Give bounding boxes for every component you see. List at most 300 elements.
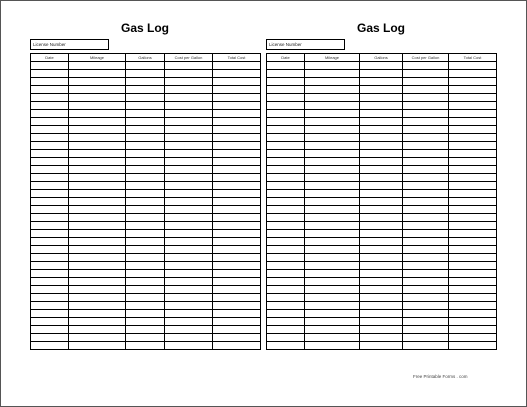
table-cell[interactable] (305, 134, 360, 142)
table-cell[interactable] (126, 286, 165, 294)
table-cell[interactable] (165, 334, 213, 342)
table-cell[interactable] (165, 190, 213, 198)
table-cell[interactable] (403, 262, 449, 270)
table-cell[interactable] (403, 110, 449, 118)
table-cell[interactable] (360, 286, 403, 294)
table-cell[interactable] (165, 158, 213, 166)
table-cell[interactable] (213, 70, 261, 78)
table-cell[interactable] (403, 174, 449, 182)
table-cell[interactable] (403, 70, 449, 78)
table-cell[interactable] (305, 238, 360, 246)
table-cell[interactable] (449, 118, 497, 126)
table-cell[interactable] (449, 310, 497, 318)
table-cell[interactable] (305, 70, 360, 78)
table-cell[interactable] (449, 302, 497, 310)
table-cell[interactable] (31, 222, 69, 230)
table-cell[interactable] (213, 262, 261, 270)
table-cell[interactable] (267, 318, 305, 326)
table-cell[interactable] (165, 70, 213, 78)
table-cell[interactable] (165, 174, 213, 182)
table-cell[interactable] (126, 166, 165, 174)
table-cell[interactable] (165, 238, 213, 246)
table-cell[interactable] (267, 150, 305, 158)
table-cell[interactable] (360, 326, 403, 334)
table-cell[interactable] (126, 142, 165, 150)
table-cell[interactable] (69, 102, 126, 110)
table-cell[interactable] (360, 278, 403, 286)
table-cell[interactable] (305, 190, 360, 198)
table-cell[interactable] (267, 174, 305, 182)
table-cell[interactable] (126, 190, 165, 198)
table-cell[interactable] (449, 62, 497, 70)
table-cell[interactable] (449, 70, 497, 78)
table-cell[interactable] (69, 150, 126, 158)
table-cell[interactable] (449, 262, 497, 270)
table-cell[interactable] (449, 190, 497, 198)
table-cell[interactable] (213, 206, 261, 214)
table-cell[interactable] (165, 246, 213, 254)
table-cell[interactable] (69, 214, 126, 222)
table-cell[interactable] (305, 214, 360, 222)
table-cell[interactable] (267, 142, 305, 150)
table-cell[interactable] (449, 110, 497, 118)
table-cell[interactable] (305, 342, 360, 350)
table-cell[interactable] (213, 174, 261, 182)
table-cell[interactable] (165, 318, 213, 326)
table-cell[interactable] (69, 246, 126, 254)
table-cell[interactable] (126, 254, 165, 262)
table-cell[interactable] (165, 222, 213, 230)
table-cell[interactable] (213, 222, 261, 230)
table-cell[interactable] (449, 86, 497, 94)
table-cell[interactable] (267, 294, 305, 302)
table-cell[interactable] (165, 326, 213, 334)
table-cell[interactable] (126, 302, 165, 310)
table-cell[interactable] (267, 126, 305, 134)
table-cell[interactable] (165, 78, 213, 86)
table-cell[interactable] (360, 270, 403, 278)
table-cell[interactable] (126, 182, 165, 190)
table-cell[interactable] (360, 78, 403, 86)
table-cell[interactable] (126, 110, 165, 118)
table-cell[interactable] (403, 230, 449, 238)
table-cell[interactable] (403, 254, 449, 262)
table-cell[interactable] (69, 310, 126, 318)
table-cell[interactable] (267, 246, 305, 254)
table-cell[interactable] (213, 94, 261, 102)
table-cell[interactable] (267, 342, 305, 350)
table-cell[interactable] (126, 94, 165, 102)
table-cell[interactable] (126, 238, 165, 246)
table-cell[interactable] (403, 62, 449, 70)
table-cell[interactable] (213, 166, 261, 174)
table-cell[interactable] (267, 158, 305, 166)
table-cell[interactable] (403, 318, 449, 326)
table-cell[interactable] (360, 190, 403, 198)
table-cell[interactable] (31, 206, 69, 214)
table-cell[interactable] (449, 166, 497, 174)
table-cell[interactable] (31, 158, 69, 166)
table-cell[interactable] (449, 182, 497, 190)
table-cell[interactable] (403, 342, 449, 350)
table-cell[interactable] (126, 222, 165, 230)
table-cell[interactable] (69, 110, 126, 118)
table-cell[interactable] (267, 70, 305, 78)
table-cell[interactable] (403, 134, 449, 142)
table-cell[interactable] (449, 174, 497, 182)
table-cell[interactable] (360, 302, 403, 310)
table-cell[interactable] (360, 110, 403, 118)
table-cell[interactable] (69, 342, 126, 350)
table-cell[interactable] (305, 142, 360, 150)
table-cell[interactable] (31, 94, 69, 102)
table-cell[interactable] (69, 182, 126, 190)
table-cell[interactable] (267, 230, 305, 238)
table-cell[interactable] (69, 70, 126, 78)
table-cell[interactable] (305, 286, 360, 294)
table-cell[interactable] (305, 126, 360, 134)
table-cell[interactable] (69, 262, 126, 270)
table-cell[interactable] (403, 302, 449, 310)
table-cell[interactable] (305, 78, 360, 86)
table-cell[interactable] (165, 166, 213, 174)
table-cell[interactable] (403, 206, 449, 214)
table-cell[interactable] (449, 94, 497, 102)
table-cell[interactable] (360, 118, 403, 126)
table-cell[interactable] (126, 246, 165, 254)
table-cell[interactable] (449, 326, 497, 334)
table-cell[interactable] (403, 126, 449, 134)
table-cell[interactable] (360, 142, 403, 150)
table-cell[interactable] (126, 318, 165, 326)
table-cell[interactable] (213, 158, 261, 166)
table-cell[interactable] (449, 134, 497, 142)
table-cell[interactable] (126, 78, 165, 86)
table-cell[interactable] (449, 278, 497, 286)
table-cell[interactable] (31, 246, 69, 254)
table-cell[interactable] (403, 150, 449, 158)
table-cell[interactable] (31, 318, 69, 326)
table-cell[interactable] (69, 62, 126, 70)
table-cell[interactable] (267, 302, 305, 310)
table-cell[interactable] (31, 294, 69, 302)
table-cell[interactable] (403, 326, 449, 334)
table-cell[interactable] (267, 198, 305, 206)
table-cell[interactable] (69, 158, 126, 166)
table-cell[interactable] (31, 310, 69, 318)
table-cell[interactable] (165, 310, 213, 318)
table-cell[interactable] (403, 118, 449, 126)
table-cell[interactable] (360, 222, 403, 230)
table-cell[interactable] (165, 278, 213, 286)
table-cell[interactable] (267, 334, 305, 342)
table-cell[interactable] (165, 302, 213, 310)
table-cell[interactable] (403, 238, 449, 246)
table-cell[interactable] (449, 214, 497, 222)
table-cell[interactable] (267, 110, 305, 118)
table-cell[interactable] (360, 254, 403, 262)
table-cell[interactable] (403, 222, 449, 230)
table-cell[interactable] (165, 126, 213, 134)
table-cell[interactable] (31, 254, 69, 262)
table-cell[interactable] (403, 78, 449, 86)
table-cell[interactable] (305, 294, 360, 302)
table-cell[interactable] (69, 326, 126, 334)
table-cell[interactable] (403, 190, 449, 198)
table-cell[interactable] (449, 254, 497, 262)
table-cell[interactable] (360, 102, 403, 110)
table-cell[interactable] (305, 246, 360, 254)
table-cell[interactable] (267, 222, 305, 230)
table-cell[interactable] (213, 302, 261, 310)
table-cell[interactable] (31, 118, 69, 126)
table-cell[interactable] (69, 222, 126, 230)
table-cell[interactable] (126, 198, 165, 206)
table-cell[interactable] (213, 110, 261, 118)
table-cell[interactable] (31, 286, 69, 294)
table-cell[interactable] (31, 62, 69, 70)
table-cell[interactable] (69, 166, 126, 174)
table-cell[interactable] (360, 70, 403, 78)
table-cell[interactable] (449, 150, 497, 158)
table-cell[interactable] (403, 166, 449, 174)
table-cell[interactable] (360, 230, 403, 238)
table-cell[interactable] (449, 142, 497, 150)
table-cell[interactable] (213, 270, 261, 278)
table-cell[interactable] (69, 230, 126, 238)
table-cell[interactable] (126, 118, 165, 126)
table-cell[interactable] (267, 270, 305, 278)
table-cell[interactable] (213, 326, 261, 334)
table-cell[interactable] (69, 294, 126, 302)
table-cell[interactable] (126, 262, 165, 270)
table-cell[interactable] (403, 294, 449, 302)
table-cell[interactable] (213, 134, 261, 142)
table-cell[interactable] (213, 118, 261, 126)
table-cell[interactable] (305, 206, 360, 214)
table-cell[interactable] (213, 214, 261, 222)
table-cell[interactable] (267, 326, 305, 334)
table-cell[interactable] (165, 150, 213, 158)
table-cell[interactable] (126, 310, 165, 318)
table-cell[interactable] (267, 262, 305, 270)
table-cell[interactable] (449, 222, 497, 230)
table-cell[interactable] (267, 86, 305, 94)
table-cell[interactable] (31, 134, 69, 142)
table-cell[interactable] (213, 310, 261, 318)
table-cell[interactable] (305, 182, 360, 190)
table-cell[interactable] (267, 206, 305, 214)
table-cell[interactable] (165, 198, 213, 206)
table-cell[interactable] (360, 318, 403, 326)
table-cell[interactable] (449, 230, 497, 238)
table-cell[interactable] (126, 134, 165, 142)
table-cell[interactable] (31, 342, 69, 350)
table-cell[interactable] (213, 198, 261, 206)
table-cell[interactable] (213, 150, 261, 158)
table-cell[interactable] (403, 246, 449, 254)
table-cell[interactable] (360, 206, 403, 214)
table-cell[interactable] (305, 166, 360, 174)
table-cell[interactable] (31, 238, 69, 246)
table-cell[interactable] (126, 70, 165, 78)
table-cell[interactable] (213, 342, 261, 350)
table-cell[interactable] (31, 70, 69, 78)
table-cell[interactable] (213, 286, 261, 294)
table-cell[interactable] (360, 126, 403, 134)
table-cell[interactable] (449, 206, 497, 214)
table-cell[interactable] (165, 182, 213, 190)
table-cell[interactable] (69, 198, 126, 206)
table-cell[interactable] (69, 190, 126, 198)
table-cell[interactable] (31, 150, 69, 158)
table-cell[interactable] (165, 214, 213, 222)
table-cell[interactable] (267, 166, 305, 174)
table-cell[interactable] (305, 222, 360, 230)
table-cell[interactable] (213, 182, 261, 190)
table-cell[interactable] (449, 342, 497, 350)
table-cell[interactable] (69, 318, 126, 326)
table-cell[interactable] (360, 134, 403, 142)
table-cell[interactable] (69, 126, 126, 134)
table-cell[interactable] (69, 142, 126, 150)
table-cell[interactable] (449, 238, 497, 246)
table-cell[interactable] (126, 174, 165, 182)
table-cell[interactable] (267, 134, 305, 142)
table-cell[interactable] (403, 286, 449, 294)
table-cell[interactable] (403, 334, 449, 342)
table-cell[interactable] (126, 86, 165, 94)
table-cell[interactable] (126, 342, 165, 350)
table-cell[interactable] (305, 94, 360, 102)
table-cell[interactable] (360, 246, 403, 254)
table-cell[interactable] (360, 262, 403, 270)
table-cell[interactable] (165, 262, 213, 270)
table-cell[interactable] (213, 318, 261, 326)
table-cell[interactable] (449, 294, 497, 302)
table-cell[interactable] (126, 214, 165, 222)
table-cell[interactable] (69, 270, 126, 278)
table-cell[interactable] (126, 62, 165, 70)
table-cell[interactable] (403, 182, 449, 190)
table-cell[interactable] (305, 326, 360, 334)
table-cell[interactable] (69, 94, 126, 102)
table-cell[interactable] (449, 102, 497, 110)
table-cell[interactable] (360, 86, 403, 94)
table-cell[interactable] (305, 270, 360, 278)
table-cell[interactable] (449, 318, 497, 326)
table-cell[interactable] (267, 190, 305, 198)
table-cell[interactable] (449, 158, 497, 166)
table-cell[interactable] (31, 182, 69, 190)
table-cell[interactable] (213, 230, 261, 238)
table-cell[interactable] (69, 134, 126, 142)
table-cell[interactable] (403, 94, 449, 102)
table-cell[interactable] (126, 206, 165, 214)
table-cell[interactable] (267, 78, 305, 86)
table-cell[interactable] (267, 118, 305, 126)
table-cell[interactable] (31, 78, 69, 86)
table-cell[interactable] (213, 294, 261, 302)
table-cell[interactable] (213, 246, 261, 254)
table-cell[interactable] (360, 150, 403, 158)
table-cell[interactable] (403, 86, 449, 94)
table-cell[interactable] (267, 286, 305, 294)
table-cell[interactable] (305, 262, 360, 270)
table-cell[interactable] (305, 62, 360, 70)
table-cell[interactable] (360, 198, 403, 206)
table-cell[interactable] (126, 326, 165, 334)
table-cell[interactable] (267, 254, 305, 262)
table-cell[interactable] (449, 198, 497, 206)
table-cell[interactable] (165, 102, 213, 110)
table-cell[interactable] (360, 94, 403, 102)
table-cell[interactable] (213, 62, 261, 70)
table-cell[interactable] (69, 118, 126, 126)
table-cell[interactable] (305, 198, 360, 206)
table-cell[interactable] (31, 278, 69, 286)
table-cell[interactable] (31, 230, 69, 238)
table-cell[interactable] (267, 102, 305, 110)
table-cell[interactable] (305, 254, 360, 262)
table-cell[interactable] (267, 182, 305, 190)
table-cell[interactable] (31, 270, 69, 278)
table-cell[interactable] (403, 310, 449, 318)
table-cell[interactable] (305, 318, 360, 326)
table-cell[interactable] (31, 110, 69, 118)
table-cell[interactable] (360, 166, 403, 174)
table-cell[interactable] (69, 254, 126, 262)
table-cell[interactable] (449, 270, 497, 278)
table-cell[interactable] (31, 86, 69, 94)
table-cell[interactable] (165, 118, 213, 126)
table-cell[interactable] (31, 302, 69, 310)
table-cell[interactable] (360, 238, 403, 246)
table-cell[interactable] (126, 126, 165, 134)
table-cell[interactable] (360, 62, 403, 70)
table-cell[interactable] (403, 270, 449, 278)
table-cell[interactable] (213, 78, 261, 86)
table-cell[interactable] (213, 190, 261, 198)
table-cell[interactable] (403, 158, 449, 166)
table-cell[interactable] (69, 78, 126, 86)
table-cell[interactable] (449, 334, 497, 342)
table-cell[interactable] (213, 86, 261, 94)
table-cell[interactable] (305, 110, 360, 118)
table-cell[interactable] (165, 142, 213, 150)
table-cell[interactable] (126, 270, 165, 278)
table-cell[interactable] (213, 278, 261, 286)
table-cell[interactable] (267, 214, 305, 222)
table-cell[interactable] (305, 158, 360, 166)
table-cell[interactable] (165, 294, 213, 302)
table-cell[interactable] (165, 86, 213, 94)
table-cell[interactable] (126, 278, 165, 286)
table-cell[interactable] (305, 310, 360, 318)
table-cell[interactable] (126, 158, 165, 166)
table-cell[interactable] (31, 142, 69, 150)
table-cell[interactable] (305, 174, 360, 182)
table-cell[interactable] (305, 302, 360, 310)
table-cell[interactable] (31, 262, 69, 270)
table-cell[interactable] (69, 278, 126, 286)
table-cell[interactable] (305, 150, 360, 158)
table-cell[interactable] (360, 342, 403, 350)
table-cell[interactable] (31, 214, 69, 222)
table-cell[interactable] (360, 182, 403, 190)
table-cell[interactable] (31, 102, 69, 110)
table-cell[interactable] (69, 174, 126, 182)
